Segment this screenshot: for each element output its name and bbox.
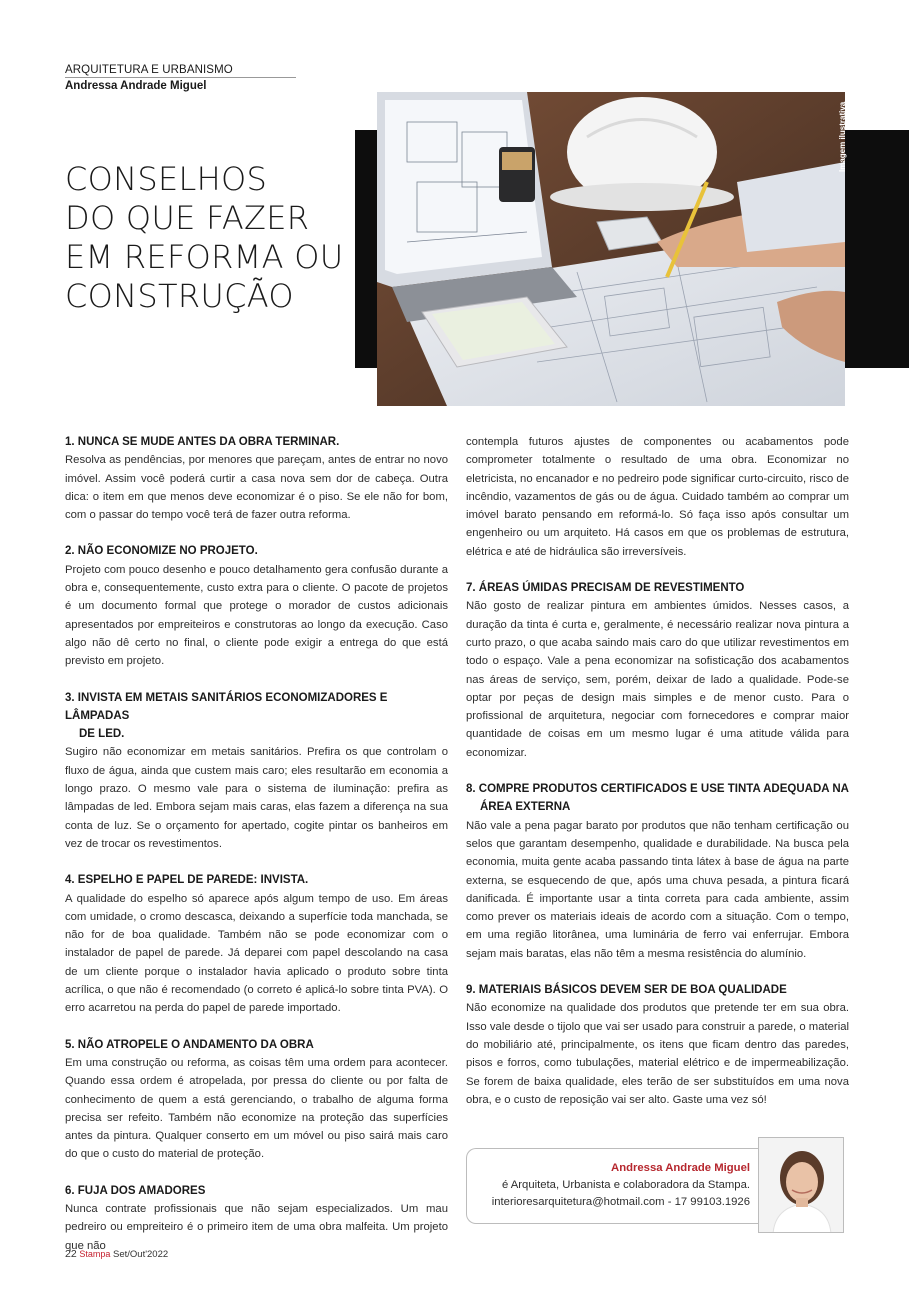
author-byline: Andressa Andrade Miguel xyxy=(65,80,207,92)
author-info xyxy=(492,1160,750,1211)
tip-heading: 4. ESPELHO E PAPEL DE PAREDE: INVISTA. xyxy=(65,874,309,887)
tip-body: Não economize na qualidade dos produtos que pretende ter em sua obra. Isso vale desde o tijolo que vai ser usado para construir a parede, o material do mobiliário até, principalmente, os itens que ficam dentro das paredes, pisos e forros, como tubulações, material elétrico e de impermeabilização. Se forem de baixa qualidade, eles terão de ser substituídos em uma nova obra, e o custo de reposição vai ser alto. Gaste uma vez só! xyxy=(466,1002,849,1106)
tip-5 xyxy=(65,1036,448,1164)
author-avatar xyxy=(758,1137,844,1233)
tip-body: Em uma construção ou reforma, as coisas têm uma ordem para acontecer. Quando essa ordem é atropelada, por pressa do cliente ou por falta de conhecimento de quem a está gerenciando, o trabalho de alguma forma precisa ser refeito. Também não economize na proteção das superfícies antes da pintura. Qualquer conserto em um móvel ou piso sairá mais caro do que o custo do material de proteção. xyxy=(65,1056,448,1161)
tip-body: A qualidade do espelho só aparece após algum tempo de uso. Em áreas com umidade, o cromo descasca, deixando a superfície toda manchada, se não for de boa qualidade. Também não se pode economizar com o instalador de papel de parede. Já deparei com papel descolando na casa de um cliente porque o instalador havia aplicado o produto sobre tinta acrílica, o que não é recomendado (o correto é aplicá-lo sobre tinta PVA). O erro acarretou na perda do papel de parede importado. xyxy=(65,892,448,1015)
tip-7 xyxy=(466,579,849,762)
title-line: DO QUE FAZER xyxy=(65,199,310,237)
footer-brand: Stampa xyxy=(79,1249,111,1259)
tip-1 xyxy=(65,433,448,524)
tip-body: Sugiro não economizar em metais sanitários. Prefira os que controlam o fluxo de água, ainda que custem mais caro; eles resultarão em economia a longo prazo. O mesmo vale para o sistema de iluminação: prefira as lâmpadas de led. Embora sejam mais caras, elas fazem a diferença na sua conta de luz. Se o orçamento for apertado, cogite pintar os banheiros em vez de trocar os revestimentos. xyxy=(65,746,448,850)
tip-heading: 6. FUJA DOS AMADORES xyxy=(65,1184,206,1197)
title-line: EM REFORMA OU xyxy=(65,238,344,276)
tip-heading: 7. ÁREAS ÚMIDAS PRECISAM DE REVESTIMENTO xyxy=(466,582,745,595)
column-left xyxy=(65,433,448,1273)
page-number: 22 xyxy=(65,1248,77,1260)
tip-body: Não gosto de realizar pintura em ambientes úmidos. Nesses casos, a duração da tinta é curta e, geralmente, é necessário realizar nova pintura a curto prazo, o que acaba saindo mais caro do que utilizar revestimentos em todo o espaço. Vale a pena economizar na sofisticação dos acabamentos nas áreas de serviço, sem, porém, deixar de lado a qualidade. Pode-se optar por peças de design mais simples e de menor custo. Para o profissional de arquitetura, negociar com fornecedores e comprar maior quantidade de coisas em um mesmo lugar é uma atitude válida para economizar. xyxy=(466,600,849,759)
author-box xyxy=(466,1148,758,1224)
tip-heading: 5. NÃO ATROPELE O ANDAMENTO DA OBRA xyxy=(65,1038,314,1051)
tip-9 xyxy=(466,981,849,1109)
tip-3 xyxy=(65,689,448,854)
page-footer xyxy=(65,1248,168,1260)
hero-photo xyxy=(377,92,845,406)
tip-heading: 3. INVISTA EM METAIS SANITÁRIOS ECONOMIZADORES E LÂMPADAS DE LED. xyxy=(65,691,388,741)
decorative-bar-right xyxy=(843,130,909,368)
title-line: CONSTRUÇÃO xyxy=(65,277,294,315)
author-role: é Arquiteta, Urbanista e colaboradora da Stampa. xyxy=(501,1179,750,1191)
tip-body: Nunca contrate profissionais que não sejam especializados. Um mau pedreiro ou empreiteiro é o primeiro item de uma obra malfeita. Um projeto que não xyxy=(65,1202,448,1252)
tip-heading: 1. NUNCA SE MUDE ANTES DA OBRA TERMINAR. xyxy=(65,436,340,448)
column-right xyxy=(466,433,849,1127)
tip-2 xyxy=(65,542,448,670)
page-title xyxy=(65,160,365,316)
tip-heading: 2. NÃO ECONOMIZE NO PROJETO. xyxy=(65,545,258,558)
author-contact: interioresarquitetura@hotmail.com - 17 99103.1926 xyxy=(491,1196,750,1208)
photo-credit: Imagem ilustrativa xyxy=(838,101,847,172)
tip-6 xyxy=(65,1182,448,1255)
tip-8 xyxy=(466,780,849,963)
author-name: Andressa Andrade Miguel xyxy=(611,1162,750,1174)
footer-issue: Set/Out'2022 xyxy=(113,1249,169,1260)
tip-4 xyxy=(65,871,448,1017)
tip-heading: 9. MATERIAIS BÁSICOS DEVEM SER DE BOA QUALIDADE xyxy=(466,984,787,997)
tip-body: Não vale a pena pagar barato por produtos que não tenham certificação ou selos que garantam desempenho, qualidade e durabilidade. Na busca pela economia, muita gente acaba passando tinta látex à base de água na parte externa, se esquecendo de que, após uma chuva pesada, a pintura ficará danificada. É importante usar a tinta correta para cada ambiente, assim como prever os materiais ideais de acordo com a situação. Com o tempo, em uma região litorânea, uma luminária de ferro vai enferrujar. Embora sejam mais baratas, elas não têm a mesma resistência do alumínio. xyxy=(466,819,849,960)
title-line: CONSELHOS xyxy=(65,160,268,198)
tip-6-continued: contempla futuros ajustes de componentes ou acabamentos pode comprometer totalmente o resultado de uma obra. Economizar no eletricista, no encanador e no pedreiro pode significar curto-circuito, risco de incêndio, vazamentos de gás ou de água. Cuidado também ao comprar um imóvel barato pensando em reformá-lo. Só faça isso após consultar um engenheiro ou um arquiteto. Há casos em que os problemas de estrutura, elétrica e até de hidráulica são irreversíveis. xyxy=(466,436,849,558)
tip-heading: 8. COMPRE PRODUTOS CERTIFICADOS E USE TINTA ADEQUADA NA ÁREA EXTERNA xyxy=(466,783,849,814)
section-label: ARQUITETURA E URBANISMO xyxy=(65,64,296,78)
tip-body: Resolva as pendências, por menores que pareçam, antes de entrar no novo imóvel. Assim você poderá curtir a casa nova sem dor de cabeça. Outra dica: o item em que menos deve economizar é o piso. Se ele não for bom, com o passar do tempo você terá de fazer outra reforma. xyxy=(65,454,448,522)
tip-body: Projeto com pouco desenho e pouco detalhamento gera confusão durante a obra e, consequentemente, custo extra para o cliente. O pacote de projetos é um documento formal que protege o morador de custos adicionais apresentados por empreiteiros e construtoras ao longo da execução. Caso algo não dê certo no final, o cliente pode exigir a entrega do que está previsto em projeto. xyxy=(65,563,448,668)
